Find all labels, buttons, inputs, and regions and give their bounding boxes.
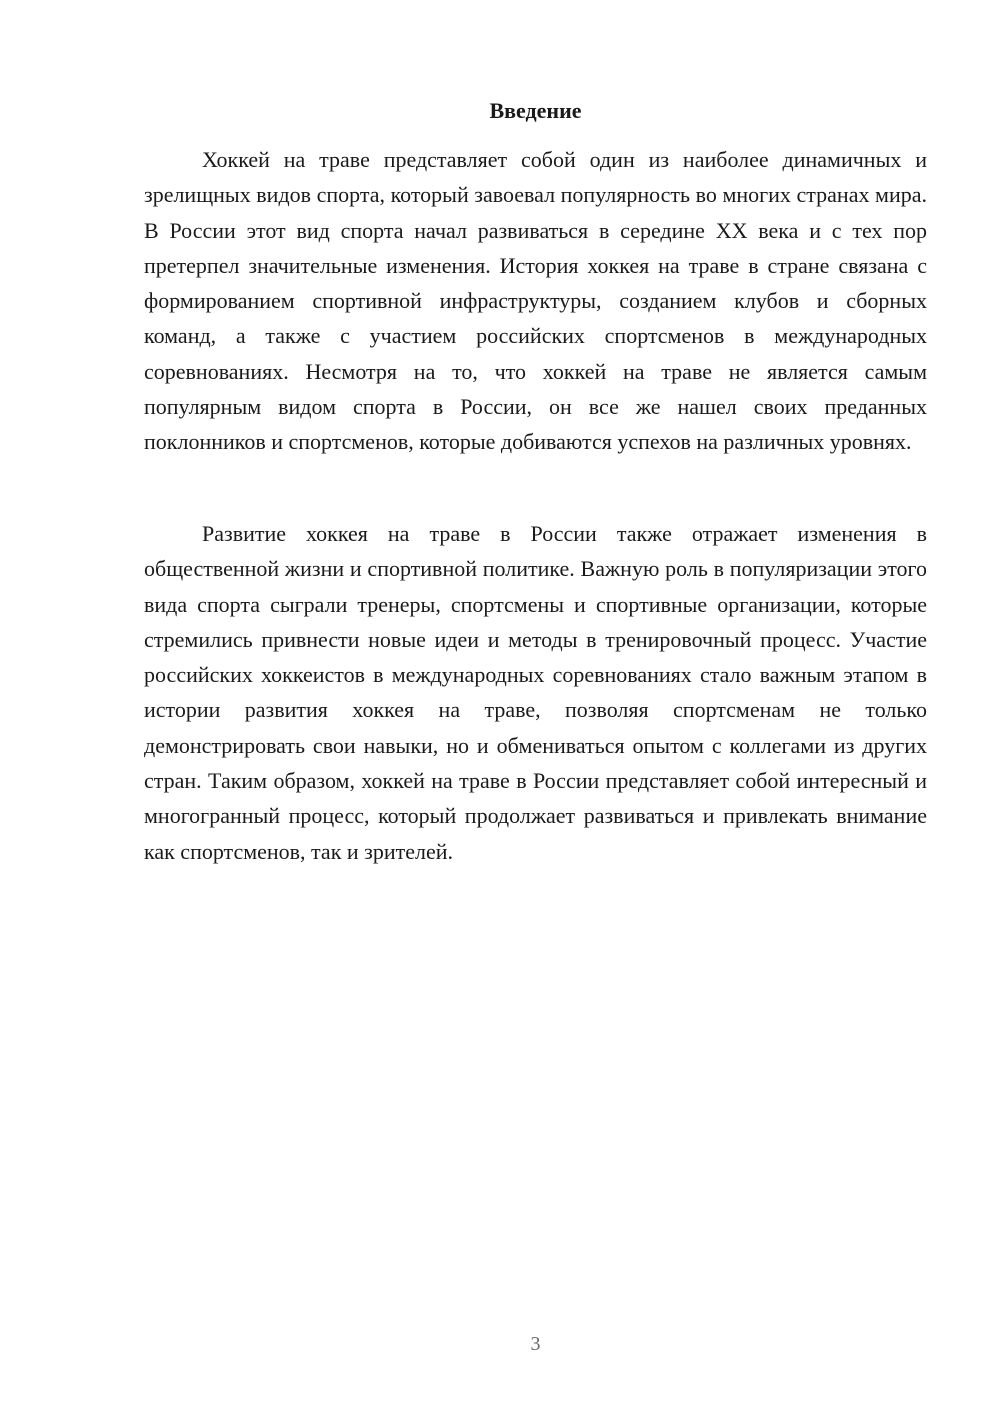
page-number: 3 [530, 1333, 541, 1355]
section-heading: Введение [489, 98, 582, 123]
paragraph-2: Развитие хоккея на траве в России также отражает изменения в общественной жизни и спортивной политике. Важную роль в популяризации этого вида спорта сыграли тренеры, спортсмены и спортивные организации, которые стремились привнести новые идеи и методы в тренировочный процесс. Участие российских хоккеистов в международных соревнованиях стало важным этапом в истории развития хоккея на траве, позволяя спортсменам не только демонстрировать свои навыки, но и обмениваться опытом с коллегами из других стран. Таким образом, хоккей на траве в России представляет собой интересный и многогранный процесс, который продолжает развиваться и привлекать внимание как спортсменов, так и зрителей. [144, 521, 927, 864]
paragraph-1: Хоккей на траве представляет собой один из наиболее динамичных и зрелищных видов спорта, который завоевал популярность во многих странах мира. В России этот вид спорта начал развиваться в середине XX века и с тех пор претерпел значительные изменения. История хоккея на траве в стране связана с формированием спортивной инфраструктуры, созданием клубов и сборных команд, а также с участием российских спортсменов в международных соревнованиях. Несмотря на то, что хоккей на траве не является самым популярным видом спорта в России, он все же нашел своих преданных поклонников и спортсменов, которые добиваются успехов на различных уровнях. [144, 147, 927, 455]
